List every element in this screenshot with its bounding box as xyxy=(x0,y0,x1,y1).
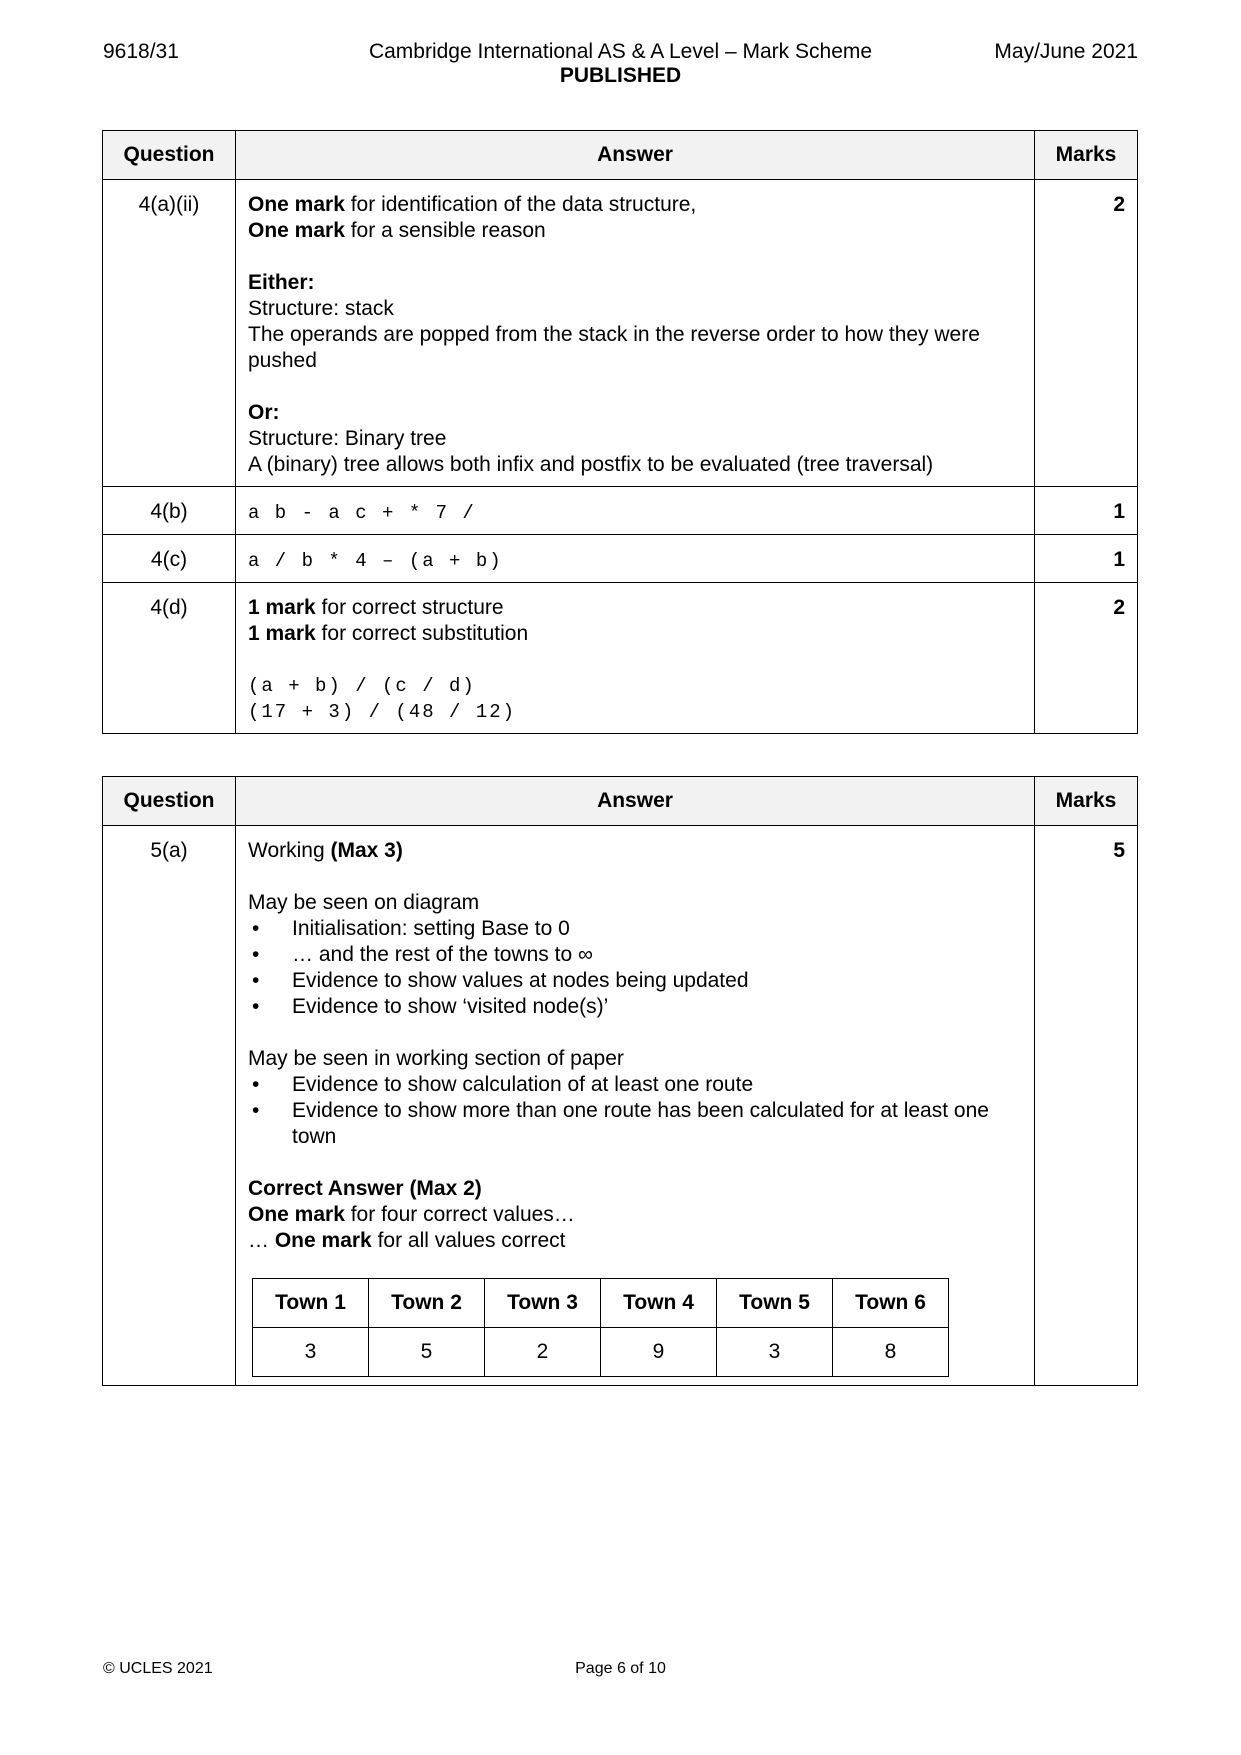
towns-header-row xyxy=(253,1279,949,1328)
answer-header: Answer xyxy=(236,777,1035,826)
working-intro: May be seen in working section of paper xyxy=(248,1047,624,1070)
answer-cell xyxy=(236,487,1035,535)
list-item: • Evidence to show more than one route has been calculated for at least one town xyxy=(248,1098,1022,1150)
marks-header: Marks xyxy=(1035,131,1138,180)
mark-text: for all values correct xyxy=(371,1229,566,1252)
town-header: Town 3 xyxy=(485,1279,601,1328)
page-number: Page 6 of 10 xyxy=(575,1660,666,1677)
structure-stack: Structure: stack xyxy=(248,297,394,320)
paper-code: 9618/31 xyxy=(103,40,179,63)
answer-cell xyxy=(236,826,1035,1386)
towns-values-row xyxy=(253,1328,949,1377)
answer-cell xyxy=(236,535,1035,583)
list-item: • Evidence to show ‘visited node(s)’ xyxy=(248,994,1022,1020)
mark-text: for identification of the data structure, xyxy=(344,193,697,216)
marks-header: Marks xyxy=(1035,777,1138,826)
page-header xyxy=(103,40,1138,88)
or-label: Or: xyxy=(248,401,280,424)
question-number: 4(d) xyxy=(103,583,236,734)
list-item: • … and the rest of the towns to ∞ xyxy=(248,942,1022,968)
table-row xyxy=(103,535,1138,583)
postfix-expression: a b - a c + * 7 / xyxy=(248,502,476,524)
question-number: 4(a)(ii) xyxy=(103,180,236,487)
table-row xyxy=(103,487,1138,535)
mark-label: 1 mark xyxy=(248,596,316,619)
mark-label: One mark xyxy=(248,193,345,216)
stack-reason: The operands are popped from the stack in the reverse order to how they were pushed xyxy=(248,323,980,372)
table-header-row xyxy=(103,131,1138,180)
mark-label: One mark xyxy=(248,1203,345,1226)
mark-text: for four correct values… xyxy=(344,1203,575,1226)
question-header: Question xyxy=(103,131,236,180)
town-value: 8 xyxy=(833,1328,949,1377)
marks-value: 2 xyxy=(1035,583,1138,734)
table-row xyxy=(103,583,1138,734)
town-header: Town 5 xyxy=(717,1279,833,1328)
diagram-intro: May be seen on diagram xyxy=(248,891,480,914)
mark-label: One mark xyxy=(274,1229,372,1252)
table-row xyxy=(103,180,1138,487)
ellipsis: … xyxy=(248,1229,275,1252)
marks-value: 1 xyxy=(1035,487,1138,535)
table-row xyxy=(103,826,1138,1386)
exam-session: May/June 2021 xyxy=(994,40,1138,63)
expression-structure: (a + b) / (c / d) xyxy=(248,675,476,697)
list-item: • Evidence to show calculation of at least one route xyxy=(248,1072,1022,1098)
copyright: © UCLES 2021 xyxy=(103,1660,213,1677)
working-label: Working xyxy=(248,839,331,862)
answer-header: Answer xyxy=(236,131,1035,180)
town-header: Town 4 xyxy=(601,1279,717,1328)
mark-scheme-table-q4 xyxy=(102,130,1138,734)
mark-scheme-table-q5 xyxy=(102,776,1138,1386)
marks-value: 5 xyxy=(1035,826,1138,1386)
list-item: • Evidence to show values at nodes being updated xyxy=(248,968,1022,994)
tree-reason: A (binary) tree allows both infix and postfix to be evaluated (tree traversal) xyxy=(248,453,934,476)
expression-substituted: (17 + 3) / (48 / 12) xyxy=(248,701,517,723)
question-number: 4(b) xyxy=(103,487,236,535)
list-item: • Initialisation: setting Base to 0 xyxy=(248,916,1022,942)
working-criteria-list xyxy=(248,1072,1022,1150)
town-value: 2 xyxy=(485,1328,601,1377)
mark-label: 1 mark xyxy=(248,622,316,645)
marks-value: 2 xyxy=(1035,180,1138,487)
infix-expression: a / b * 4 – (a + b) xyxy=(248,550,503,572)
question-header: Question xyxy=(103,777,236,826)
published-label: PUBLISHED xyxy=(559,64,682,87)
answer-cell xyxy=(236,583,1035,734)
question-number: 5(a) xyxy=(103,826,236,1386)
town-value: 5 xyxy=(369,1328,485,1377)
document-title: Cambridge International AS & A Level – Mark Scheme xyxy=(368,40,873,63)
mark-text: for correct substitution xyxy=(315,622,529,645)
question-number: 4(c) xyxy=(103,535,236,583)
mark-label: One mark xyxy=(248,219,345,242)
town-value: 9 xyxy=(601,1328,717,1377)
town-header: Town 1 xyxy=(253,1279,369,1328)
working-max: (Max 3) xyxy=(330,839,403,862)
mark-text: for a sensible reason xyxy=(344,219,546,242)
diagram-criteria-list xyxy=(248,916,1022,1020)
mark-text: for correct structure xyxy=(315,596,504,619)
town-value: 3 xyxy=(253,1328,369,1377)
correct-answer-label: Correct Answer (Max 2) xyxy=(248,1177,482,1200)
table-header-row xyxy=(103,777,1138,826)
town-header: Town 6 xyxy=(833,1279,949,1328)
marks-value: 1 xyxy=(1035,535,1138,583)
town-header: Town 2 xyxy=(369,1279,485,1328)
either-label: Either: xyxy=(248,271,315,294)
town-value: 3 xyxy=(717,1328,833,1377)
town-distances-table xyxy=(252,1278,949,1377)
answer-cell xyxy=(236,180,1035,487)
structure-tree: Structure: Binary tree xyxy=(248,427,447,450)
